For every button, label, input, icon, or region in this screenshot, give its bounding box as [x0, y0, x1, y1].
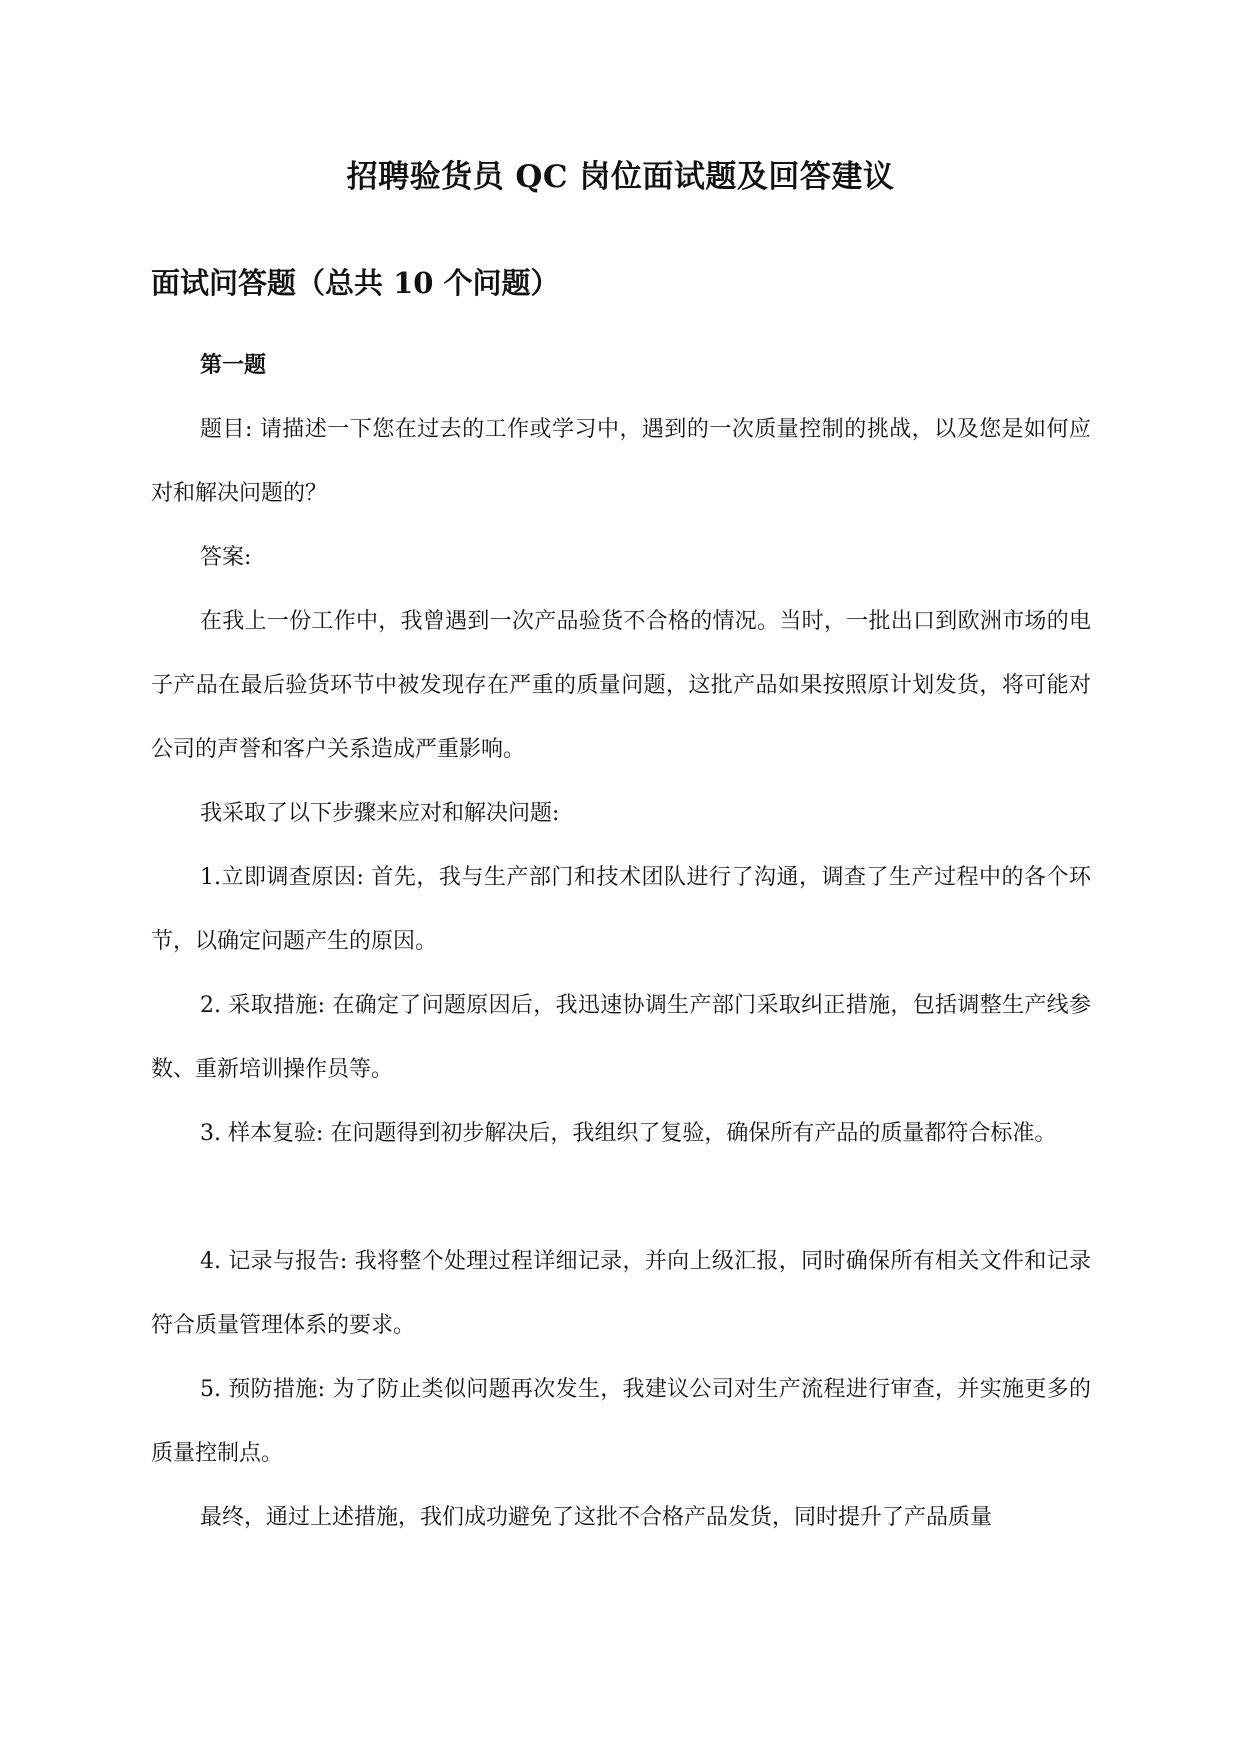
answer-step: 4. 记录与报告: 我将整个处理过程详细记录，并向上级汇报，同时确保所有相关文件和记录符合质量管理体系的要求。	[151, 1249, 1091, 1338]
answer-step: 3. 样本复验: 在问题得到初步解决后，我组织了复验，确保所有产品的质量都符合标准。	[200, 1121, 1057, 1146]
question-prompt: 题目: 请描述一下您在过去的工作或学习中，遇到的一次质量控制的挑战，以及您是如何应对和解决问题的？	[151, 417, 1091, 506]
answer-label: 答案:	[200, 545, 252, 570]
answer-paragraph: 我采取了以下步骤来应对和解决问题:	[200, 801, 560, 826]
answer-paragraph: 在我上一份工作中，我曾遇到一次产品验货不合格的情况。当时，一批出口到欧洲市场的电子产品在最后验货环节中被发现存在严重的质量问题，这批产品如果按照原计划发货，将可能对公司的声誉和客户关系造成严重影响。	[151, 609, 1091, 762]
section-heading: 面试问答题（总共 10 个问题）	[151, 266, 560, 300]
answer-step: 5. 预防措施: 为了防止类似问题再次发生，我建议公司对生产流程进行审查，并实施更多的质量控制点。	[151, 1377, 1091, 1466]
document-title: 招聘验货员 QC 岗位面试题及回答建议	[346, 159, 895, 195]
answer-step: 1.立即调查原因: 首先，我与生产部门和技术团队进行了沟通，调查了生产过程中的各个环节，以确定问题产生的原因。	[151, 865, 1091, 954]
answer-paragraph: 最终，通过上述措施，我们成功避免了这批不合格产品发货，同时提升了产品质量	[200, 1505, 993, 1530]
answer-step: 2. 采取措施: 在确定了问题原因后，我迅速协调生产部门采取纠正措施，包括调整生产线参数、重新培训操作员等。	[151, 993, 1091, 1082]
question-heading: 第一题	[200, 352, 267, 378]
